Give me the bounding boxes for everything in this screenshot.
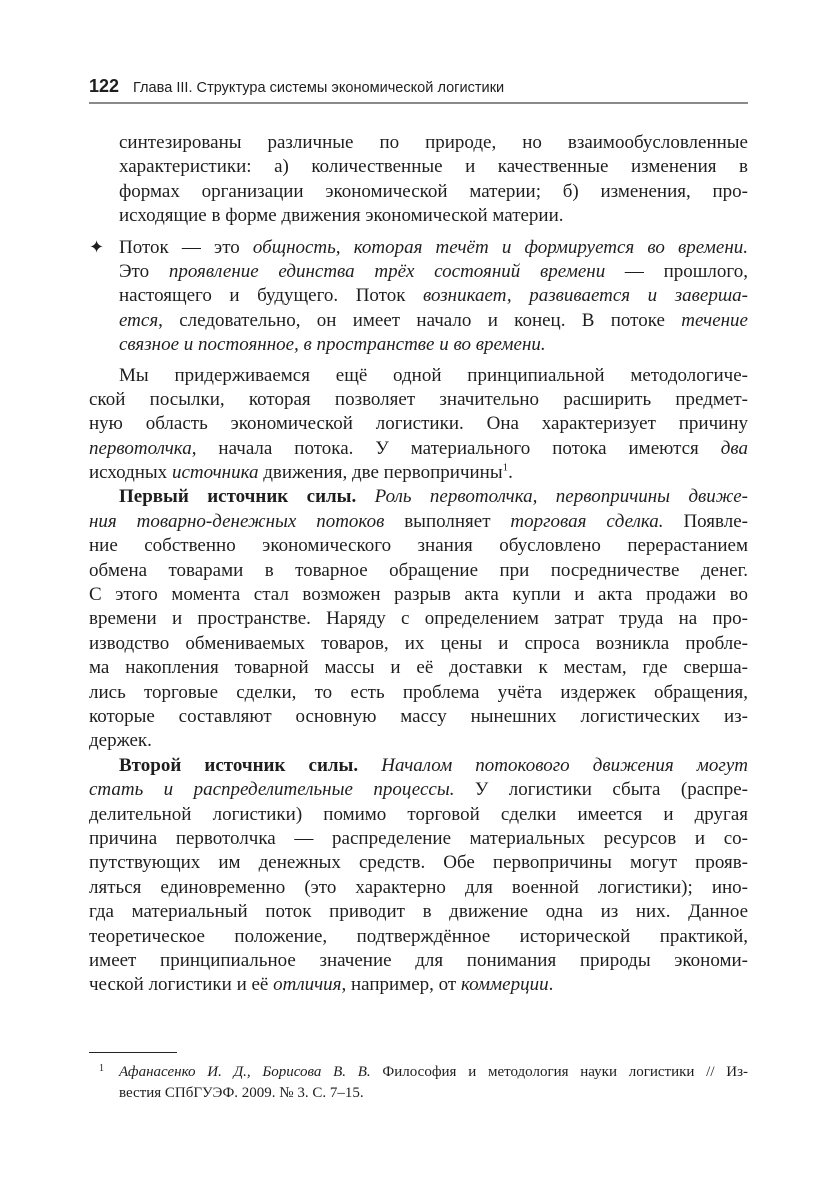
text-run: , начала потока. У материального потока имеются <box>191 437 721 459</box>
text-line <box>89 333 748 357</box>
footnote <box>89 1062 748 1104</box>
text-run: , например, от <box>341 974 461 996</box>
italic-text: два <box>720 437 748 459</box>
italic-text: источника <box>171 462 259 484</box>
italic-text: проявление единства трёх состояний времени <box>168 260 606 282</box>
text-line <box>89 607 748 631</box>
text-run: Это <box>119 260 169 282</box>
italic-text: связное и постоянное, в пространстве и во времени. <box>119 334 546 356</box>
text-run: характеристики: а) количественные и качественные изменения в <box>119 156 748 178</box>
text-run: держек. <box>89 730 152 752</box>
text-run: ческой логистики и её <box>89 974 274 996</box>
text-line <box>89 851 748 875</box>
text-run: ской посылки, которая позволяет значительно расширить предмет- <box>89 388 748 410</box>
italic-text: отличия <box>273 974 342 996</box>
text-run: которые составляют основную массу нынешних логистических из- <box>89 705 748 727</box>
text-run: Появле- <box>663 510 749 532</box>
italic-text: общность, которая течёт и формируется во времени. <box>252 236 748 258</box>
paragraph <box>89 754 748 998</box>
text-line <box>89 236 748 260</box>
text-run: гда материальный поток приводит в движение одна из них. Данное <box>89 901 748 923</box>
text-run: причина первотолчка — распределение материальных ресурсов и со- <box>89 827 748 849</box>
chapter-title: Глава III. Структура системы экономической логистики <box>133 79 505 96</box>
text-line <box>89 803 748 827</box>
text-line <box>89 1083 748 1104</box>
text-line <box>89 681 748 705</box>
text-run: формах организации экономической материи; б) изменения, про- <box>119 180 748 202</box>
text-line <box>89 729 748 753</box>
text-line <box>89 632 748 656</box>
bullet-star-icon: ✦ <box>89 236 105 258</box>
text-line <box>89 778 748 802</box>
text-line <box>89 155 748 179</box>
text-run: выполняет <box>384 510 511 532</box>
text-line <box>89 900 748 924</box>
paragraph <box>89 364 748 486</box>
text-line <box>89 925 748 949</box>
text-line <box>89 437 748 461</box>
paragraph <box>89 131 748 229</box>
body-text <box>89 131 748 998</box>
text-run: обмена товарами в товарное обращение при посредничестве денег. <box>89 559 748 581</box>
text-line <box>89 1062 748 1083</box>
text-line <box>89 309 748 333</box>
text-line <box>89 754 748 778</box>
footnote-marker: 1 <box>99 1063 104 1074</box>
text-run: . <box>508 462 513 484</box>
text-run: , следовательно, он имеет начало и конец. В потоке <box>158 309 682 331</box>
italic-text: Началом потокового движения могут <box>381 754 748 776</box>
italic-text: первотолчка <box>89 437 192 459</box>
text-run: ную область экономической логистики. Она характеризует причину <box>89 413 748 435</box>
text-line <box>89 131 748 155</box>
text-run: Поток — это <box>119 236 253 258</box>
text-run: настоящего и будущего. Поток <box>119 285 424 307</box>
text-line <box>89 180 748 204</box>
footnote-separator <box>89 1052 177 1053</box>
text-run: Философия и методология науки логистики // Из- <box>370 1064 748 1080</box>
text-run: ляться единовременно (это характерно для военной логистики); ино- <box>89 876 748 898</box>
page-number: 122 <box>89 76 120 96</box>
text-line <box>89 973 748 997</box>
bold-run-in-heading: Первый источник силы. <box>119 486 375 508</box>
bullet-item <box>89 236 748 358</box>
text-run: исходных <box>89 462 172 484</box>
italic-text: коммерции <box>460 974 549 996</box>
running-header <box>89 76 748 100</box>
text-line <box>89 656 748 680</box>
text-line <box>89 204 748 228</box>
text-run: ма накопления товарной массы и её доставки к местам, где сверша- <box>89 657 748 679</box>
text-line <box>89 364 748 388</box>
italic-text: ется <box>119 309 159 331</box>
text-run: изводство обмениваемых товаров, их цены и спроса возникла пробле- <box>89 632 748 654</box>
text-line <box>89 461 748 485</box>
text-line <box>89 485 748 509</box>
text-line <box>89 388 748 412</box>
text-run: С этого момента стал возможен разрыв акта купли и акта продажи во <box>89 584 748 606</box>
text-run: имеет принципиальное значение для понимания природы экономи- <box>89 949 748 971</box>
text-line <box>89 705 748 729</box>
text-run: вестия СПбГУЭФ. 2009. № 3. С. 7–15. <box>119 1085 364 1101</box>
text-line <box>89 260 748 284</box>
italic-text: течение <box>681 309 748 331</box>
bold-run-in-heading: Второй источник силы. <box>119 754 382 776</box>
text-line <box>89 412 748 436</box>
text-line <box>89 583 748 607</box>
text-run: ние собственно экономического знания обусловлено перерастанием <box>89 535 748 557</box>
text-run: движения, две первопричины <box>258 462 503 484</box>
text-run: . <box>548 974 554 996</box>
header-rule <box>89 102 748 104</box>
italic-text: возникает, развивается и заверша- <box>423 285 748 307</box>
text-run: теоретическое положение, подтверждённое исторической практикой, <box>89 925 748 947</box>
text-run: исходящие в форме движения экономической материи. <box>119 205 564 227</box>
italic-text: торговая сделка. <box>510 510 664 532</box>
italic-text: Роль первотолчка, первопричины движе- <box>374 486 748 508</box>
paragraph <box>89 485 748 753</box>
text-line <box>89 284 748 308</box>
text-run: времени и пространстве. Наряду с определением затрат труда на про- <box>89 608 748 630</box>
text-run: Мы придерживаемся ещё одной принципиальной методологиче- <box>119 364 748 386</box>
footnote-reference: 1 <box>502 461 509 474</box>
text-run: У логистики сбыта (распре- <box>454 779 748 801</box>
italic-text: стать и распределительные процессы. <box>89 779 455 801</box>
text-run: синтезированы различные по природе, но взаимообусловленные <box>119 132 748 153</box>
text-run: лись торговые сделки, то есть проблема учёта издержек обращения, <box>89 681 748 703</box>
text-run: делительной логистики) помимо торговой сделки имеется и другая <box>89 803 748 825</box>
text-line <box>89 510 748 534</box>
text-line <box>89 949 748 973</box>
text-line <box>89 534 748 558</box>
text-line <box>89 827 748 851</box>
italic-text: Афанасенко И. Д., Борисова В. В. <box>119 1064 371 1080</box>
text-line <box>89 559 748 583</box>
italic-text: ния товарно-денежных потоков <box>89 510 385 532</box>
text-run: путствующих им денежных средств. Обе первопричины могут прояв- <box>89 852 748 874</box>
text-run: — прошлого, <box>605 260 748 282</box>
text-line <box>89 876 748 900</box>
